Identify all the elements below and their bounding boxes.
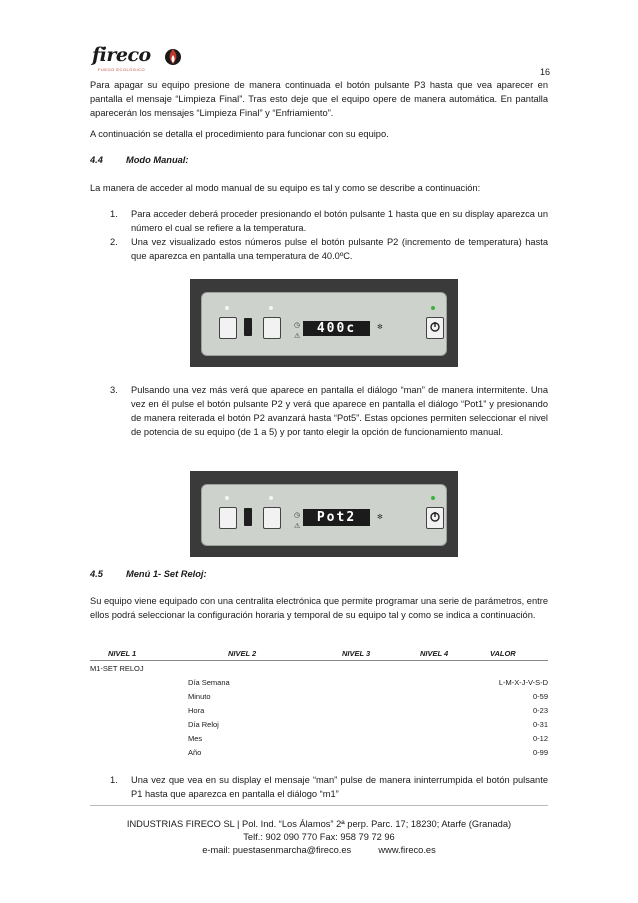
display-screen: 400c <box>303 321 370 336</box>
section-heading-4-5 <box>90 569 207 579</box>
section-title: Menú 1- Set Reloj: <box>126 569 207 579</box>
power-button-icon <box>426 317 444 339</box>
section-number: 4.5 <box>90 569 103 579</box>
list-item <box>110 207 548 235</box>
table-row <box>90 745 548 759</box>
footer-website-link[interactable]: www.fireco.es <box>378 845 436 855</box>
table-cell: 0-12 <box>532 733 548 743</box>
column-header: VALOR <box>486 646 548 661</box>
list-item <box>110 383 548 439</box>
led-indicator <box>269 306 273 310</box>
table-cell: M1-SET RELOJ <box>90 663 144 673</box>
list-number: 3. <box>110 385 118 395</box>
list-text: Una vez visualizado estos números pulse el botón pulsante P2 (incremento de temperatura) hasta que aparezca en pantalla una temperatura de 40.0ºC. <box>131 237 548 261</box>
table-row <box>90 689 548 703</box>
led-indicator <box>431 496 435 500</box>
table-row <box>90 703 548 717</box>
column-header: NIVEL 3 <box>338 646 420 661</box>
footer-address: INDUSTRIAS FIRECO SL | Pol. Ind. “Los Álamos” 2ª perp. Parc. 17; 18230; Atarfe (Granada) <box>126 819 512 829</box>
footer-divider <box>90 805 548 806</box>
intro-paragraph: Para apagar su equipo presione de manera continuada el botón pulsante P3 hasta que vea aparecer en pantalla el mensaje “Limpieza Final”. Tras esto deje que el equipo opere de manera automática. En pantalla aparecerán los mensajes “Limpieza Final” y “Enfriamiento”. <box>90 80 548 118</box>
table-cell: 0-99 <box>532 747 548 757</box>
table-cell: 0-59 <box>532 691 548 701</box>
section-intro: Su equipo viene equipado con una centralita electrónica que permite programar una serie de parámetros, entre ellos podrá seleccionar la configuración horaria y temporal de su equipo tal y como se indica a continuación. <box>90 596 548 620</box>
flame-button-icon <box>263 507 281 529</box>
footer-phone: Telf.: 902 090 770 Fax: 958 79 72 96 <box>243 832 395 842</box>
led-indicator <box>269 496 273 500</box>
warning-icon: ⚠ <box>294 333 301 340</box>
list-number: 1. <box>110 209 118 219</box>
column-header: NIVEL 1 <box>90 646 188 661</box>
panel-slot <box>244 318 252 336</box>
control-panel-face <box>201 292 447 356</box>
section-heading-4-4 <box>90 155 189 165</box>
table-cell: 0-31 <box>532 719 548 729</box>
table-row <box>90 661 548 676</box>
logo-text: fireco <box>92 44 151 66</box>
table-cell: Mes <box>188 733 203 743</box>
display-screen: Pot2 <box>303 509 370 526</box>
thermometer-button-icon <box>219 507 237 529</box>
section-intro: La manera de acceder al modo manual de su equipo es tal y como se describe a continuación: <box>90 183 481 193</box>
clock-icon: ◷ <box>294 512 301 519</box>
fireco-logo <box>90 44 190 78</box>
list-text: Para acceder deberá proceder presionando el botón pulsante 1 hasta que en su display aparezca un número el cual se refiere a la temperatura. <box>131 209 548 233</box>
list-text: Pulsando una vez más verá que aparece en pantalla el diálogo “man” de manera intermitente. Una vez en él pulse el botón pulsante P2 y verá que aparece en pantalla el diálogo “Pot1” y presionando de manera reiterada el botón P2 avanzará hasta “Pot5”. Estas opciones permiten seleccionar el nivel de potencia de su equipo (de 1 a 5) y por tanto elegir la opción de funcionamiento manual. <box>131 385 548 437</box>
warning-icon: ⚠ <box>294 523 301 530</box>
footer-contact <box>90 844 548 856</box>
logo-subtitle: FUEGO ECOLÓGICO <box>98 67 146 72</box>
list-number: 1. <box>110 775 118 785</box>
table-cell: Día Reloj <box>188 719 219 729</box>
thermometer-button-icon <box>219 317 237 339</box>
flame-icon <box>164 46 182 66</box>
table-cell: 0-23 <box>532 705 548 715</box>
table-header-row <box>90 646 548 661</box>
table-cell: Año <box>188 747 202 757</box>
page-number: 16 <box>539 67 550 77</box>
fan-icon: ✻ <box>377 514 383 521</box>
list-item <box>110 235 548 263</box>
section-title: Modo Manual: <box>126 155 189 165</box>
table-cell: L-M-X-J-V-S-D <box>498 677 548 687</box>
led-indicator <box>225 306 229 310</box>
list-text: Una vez que vea en su display el mensaje “man” pulse de manera ininterrumpida el botón pulsante P1 hasta que aparezca en pantalla el diálogo “m1” <box>131 775 548 799</box>
led-indicator <box>431 306 435 310</box>
flame-button-icon <box>263 317 281 339</box>
control-panel-face <box>201 484 447 546</box>
section-number: 4.4 <box>90 155 103 165</box>
table-cell: Día Semana <box>188 677 230 687</box>
led-indicator <box>225 496 229 500</box>
column-header: NIVEL 2 <box>188 646 338 661</box>
control-panel-image <box>190 279 458 367</box>
settings-table <box>90 646 548 759</box>
clock-icon: ◷ <box>294 322 301 329</box>
table-row <box>90 717 548 731</box>
footer-email[interactable]: e-mail: puestasenmarcha@fireco.es <box>202 845 352 855</box>
list-item <box>110 773 548 801</box>
column-header: NIVEL 4 <box>420 646 486 661</box>
panel-slot <box>244 508 252 526</box>
control-panel-image <box>190 471 458 557</box>
table-cell: Minuto <box>188 691 211 701</box>
power-button-icon <box>426 507 444 529</box>
table-row <box>90 731 548 745</box>
intro-paragraph-2: A continuación se detalla el procedimiento para funcionar con su equipo. <box>90 129 389 139</box>
list-number: 2. <box>110 237 118 247</box>
table-cell: Hora <box>188 705 205 715</box>
fan-icon: ✻ <box>377 324 383 331</box>
table-row <box>90 675 548 689</box>
